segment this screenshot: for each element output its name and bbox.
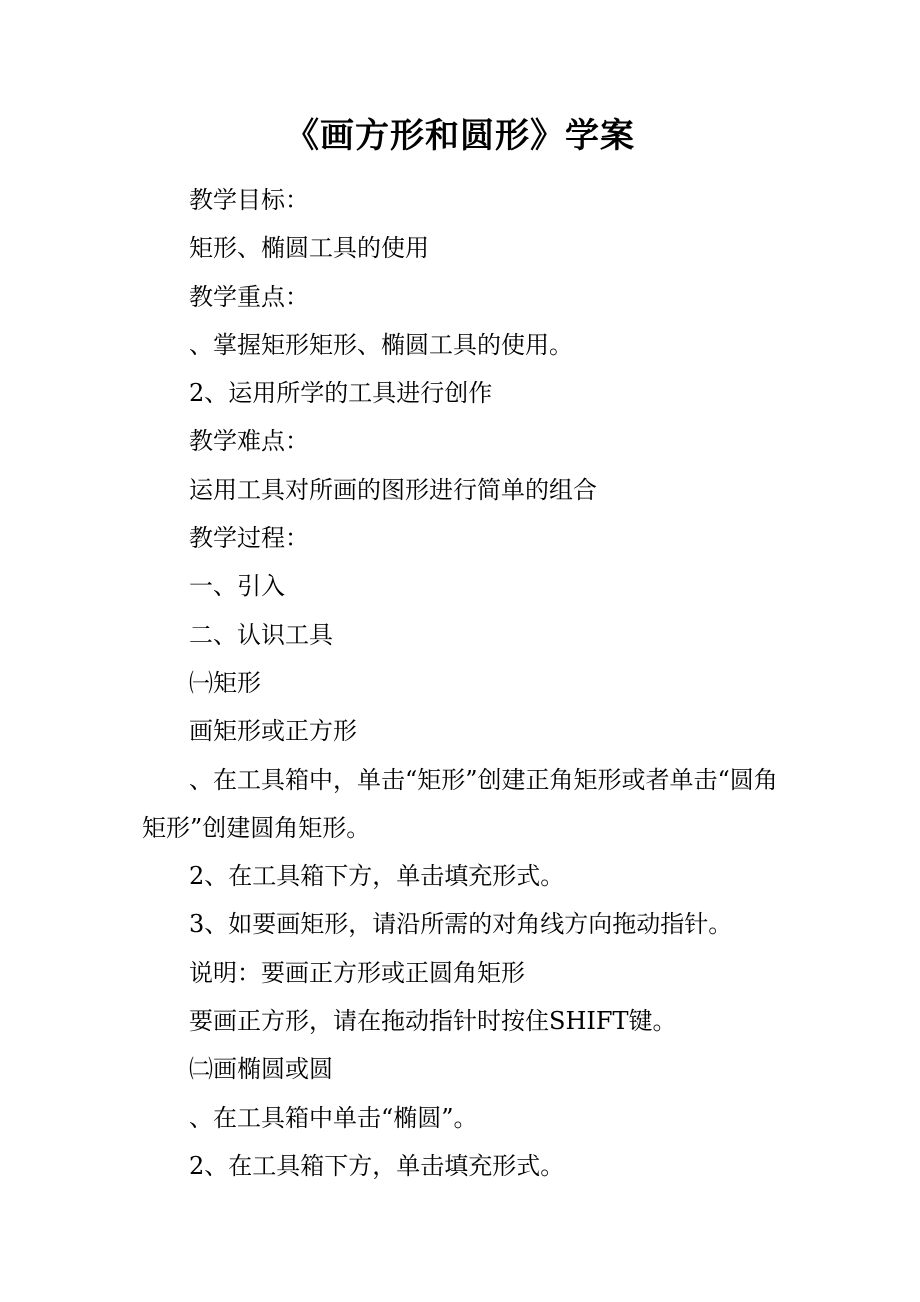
paragraph: 3、如要画矩形，请沿所需的对角线方向拖动指针。: [189, 910, 733, 939]
paragraph: 、在工具箱中单击“椭圆”。: [189, 1103, 478, 1132]
paragraph: 矩形、椭圆工具的使用: [189, 234, 429, 263]
paragraph: 教学目标：: [189, 186, 309, 214]
document-body: [142, 176, 792, 1190]
paragraph: 要画正方形，请在拖动指针时按住SHIFT键。: [189, 1007, 677, 1036]
paragraph: 2、在工具箱下方，单击填充形式。: [189, 1151, 565, 1180]
document-title: 《画方形和圆形》学案: [285, 116, 635, 156]
paragraph: 、掌握矩形矩形、椭圆工具的使用。: [189, 330, 573, 359]
paragraph: 画矩形或正方形: [189, 717, 357, 746]
paragraph: 教学过程：: [189, 524, 309, 553]
paragraph: 教学重点：: [189, 282, 309, 311]
paragraph: ㈠矩形: [189, 668, 261, 697]
paragraph: 运用工具对所画的图形进行简单的组合: [189, 475, 597, 504]
paragraph: 、在工具箱中，单击“矩形”创建正角矩形或者单击“圆角矩形”创建圆角矩形。: [142, 765, 778, 842]
paragraph: 2、在工具箱下方，单击填充形式。: [189, 862, 565, 891]
paragraph: ㈡画椭圆或圆: [189, 1055, 333, 1084]
paragraph: 说明：要画正方形或正圆角矩形: [189, 958, 525, 987]
paragraph: 二、认识工具: [189, 620, 333, 649]
paragraph: 一、引入: [189, 572, 285, 601]
paragraph: 2、运用所学的工具进行创作: [189, 379, 493, 408]
paragraph: 教学难点：: [189, 427, 309, 456]
